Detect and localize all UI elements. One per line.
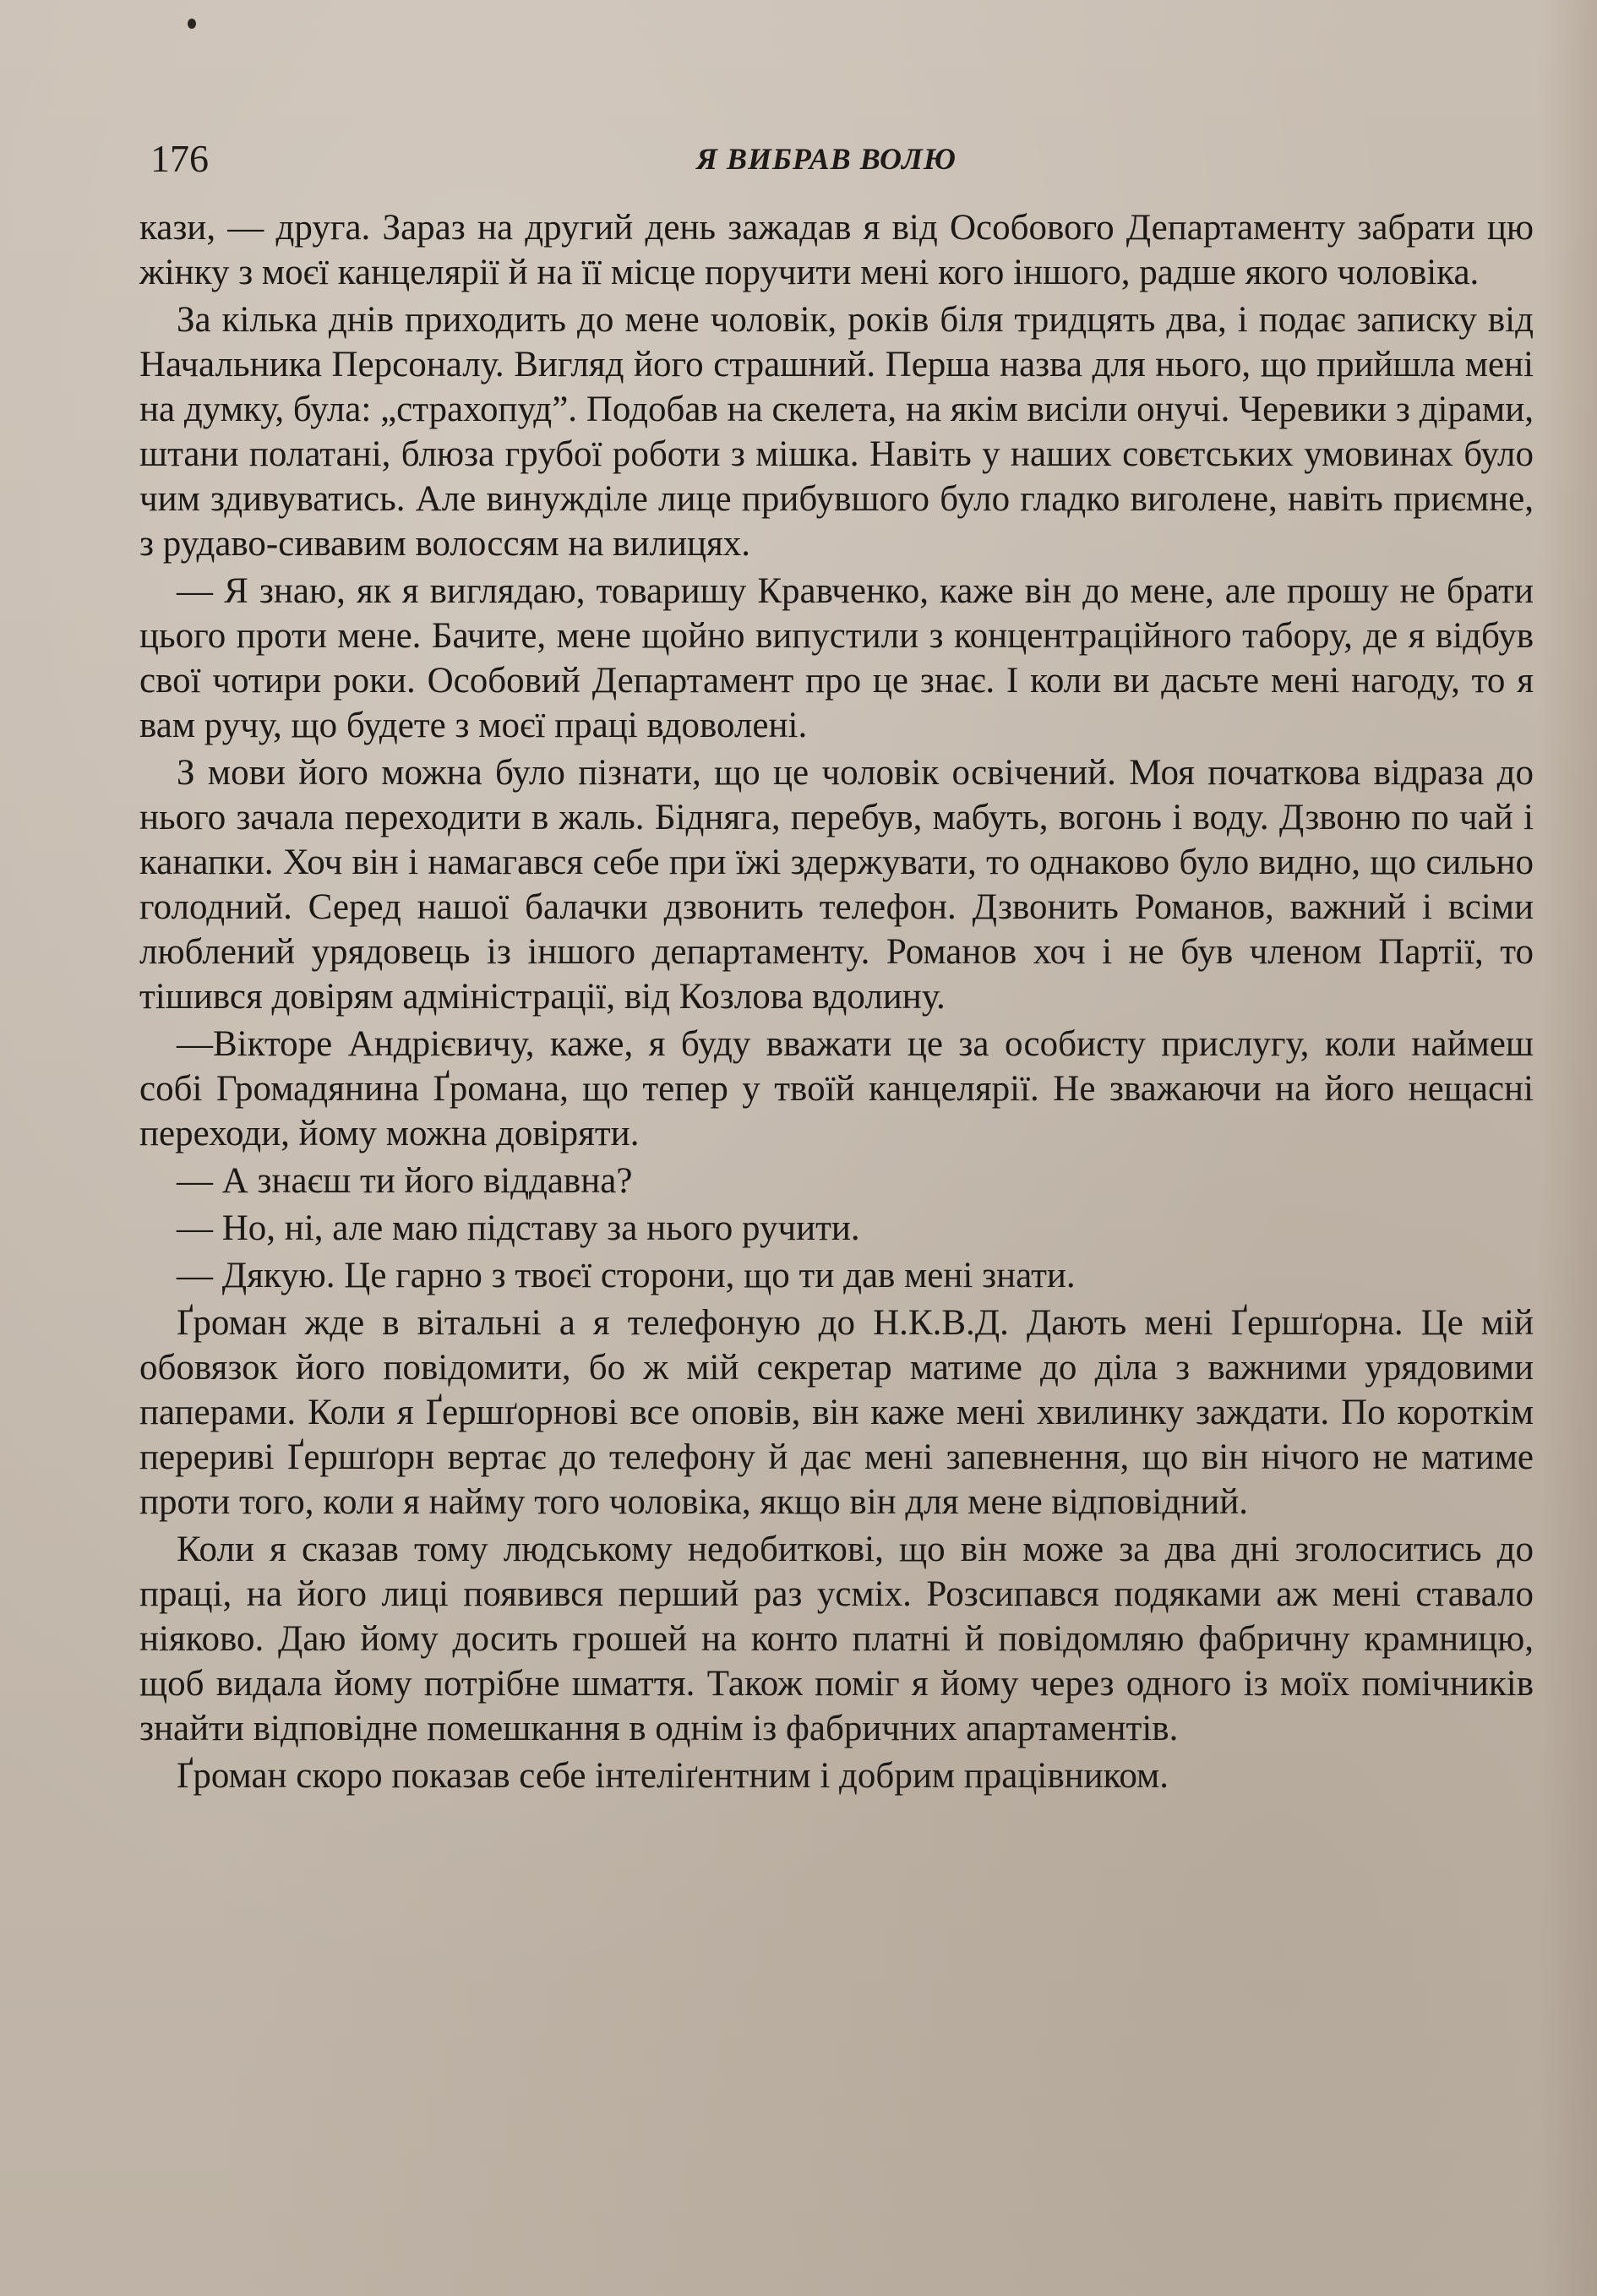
paragraph: За кілька днів приходить до мене чоловік, років біля тридцять два, і подає записку від Начальника Персоналу. Вигляд його страшний. Перша назва для нього, що прийшла мені на думку, була: „страхопуд”. Подобав на скелета, на якім висіли онучі. Черевики з дірами, штани полатані, блюза грубої роботи з мішка. Навіть у наших совєтських умовинах було чим здивуватись. Але винуждiле лице прибувшого було гладко виголене, навіть приємне, з рудаво-сивавим волоссям на вилицях.	[139, 300, 1534, 564]
paragraph: Ґроман жде в вітальні а я телефоную до Н.К.В.Д. Дають мені Ґершґорна. Це мій обовязок його повідомити, бо ж мій секретар матиме до діла з важними урядовими паперами. Коли я Ґершґорнові все оповів, він каже мені хвилинку заждати. По короткім перериві Ґершґорн вертає до телефону й дає мені запевнення, що він нічого не матиме проти того, коли я найму того чоловіка, якщо він для мене відповідний.	[139, 1303, 1534, 1522]
paragraph: Коли я сказав тому людському недобиткові, що він може за два дні зголоситись до праці, на його лиці появився перший раз усміх. Розсипався подяками аж мені ставало ніяково. Даю йому досить грошей на конто платні й повідомляю фабричну крамницю, щоб видала йому потрібне шмаття. Також поміг я йому через одного із моїх помічників знайти відповідне помешкання в однім із фабричних апартаментів.	[139, 1530, 1534, 1748]
paragraph: кази, — друга. Зараз на другий день зажадав я від Особового Департаменту забрати цю жінку з моєї канцелярії й на її місце поручити мені кого іншого, радше якого чоловіка.	[139, 208, 1534, 292]
running-title: Я ВИБРАВ ВОЛЮ	[696, 142, 957, 176]
paragraph: З мови його можна було пізнати, що це чоловік освічений. Моя початкова відраза до нього зачала переходити в жаль. Бідняга, перебув, мабуть, вогонь і воду. Дзвоню по чай і канапки. Хоч він і намагався себе при їжі здержувати, то однаково було видно, що сильно голодний. Серед нашої балачки дзвонить телефон. Дзвонить Романов, важний і всіми люблений урядовець із іншого департаменту. Романов хоч і не був членом Партії, то тішився довірям адміністрації, від Козлова вдолину.	[139, 753, 1534, 1017]
page-edge-shadow	[1538, 0, 1597, 2296]
paragraph: — Но, ні, але маю підставу за нього ручити.	[177, 1208, 860, 1248]
ink-dot	[188, 19, 196, 29]
body-text	[139, 205, 1534, 1798]
paragraph: — А знаєш ти його віддавна?	[177, 1161, 633, 1201]
paragraph: —Вікторе Андрієвичу, каже, я буду вважати це за особисту прислугу, коли наймеш собі Громадянина Ґромана, що тепер у твоїй канцелярії. Не зважаючи на його нещасні переходи, йому можна довіряти.	[139, 1024, 1534, 1153]
paragraph: Ґроман скоро показав себе інтеліґентним і добрим працівником.	[177, 1756, 1169, 1796]
paragraph: — Дякую. Це гарно з твоєї сторони, що ти дав мені знати.	[177, 1256, 1076, 1295]
page-number: 176	[150, 137, 209, 180]
page-header	[150, 134, 1469, 184]
paragraph: — Я знаю, як я виглядаю, товаришу Кравченко, каже він до мене, але прошу не брати цього проти мене. Бачите, мене щойно випустили з концентраційного табору, де я відбув свої чотири роки. Особовий Департамент про це знає. І коли ви дасьте мені нагоду, то я вам ручу, що будете з моєї праці вдоволені.	[139, 571, 1534, 745]
